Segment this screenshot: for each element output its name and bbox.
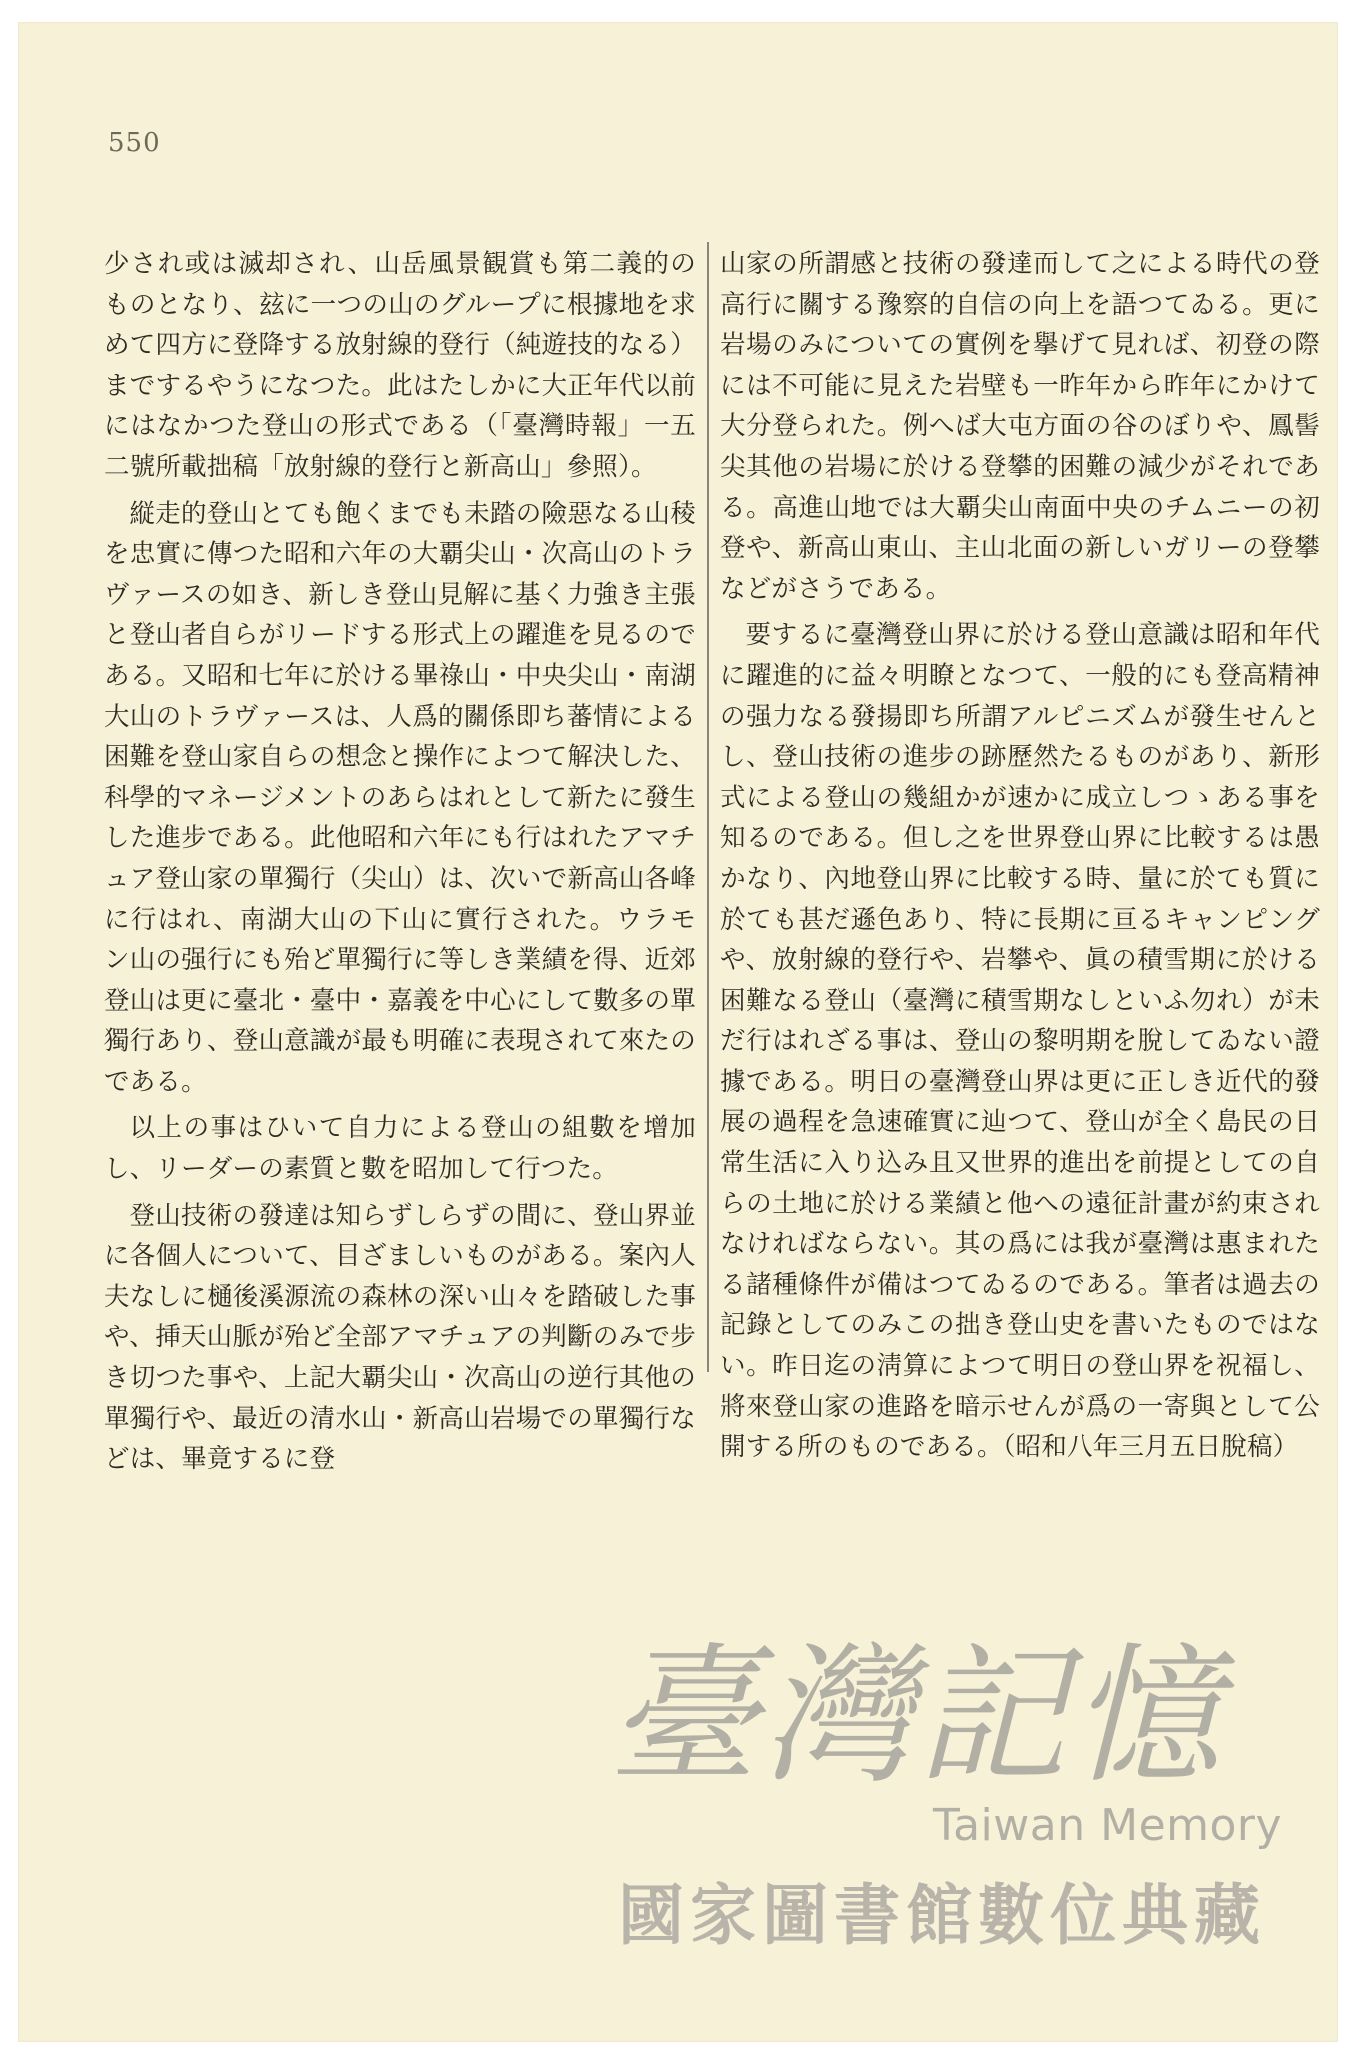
right-text-column	[720, 244, 1320, 1474]
left-paragraph-2: 縦走的登山とても飽くまでも未踏の險惡なる山稜を忠實に傳つた昭和六年の大覇尖山・次高山のトラヴァースの如き、新しき登山見解に基く力強き主張と登山者自らがリードする形式上の躍進を見るのである。又昭和七年に於ける畢祿山・中央尖山・南湖大山のトラヴァースは、人爲的關係即ち蕃情による困難を登山家自らの想念と操作によつて解決した、科學的マネージメントのあらはれとして新たに發生した進步である。此他昭和六年にも行はれたアマチュア登山家の單獨行（尖山）は、次いで新高山各峰に行はれ、南湖大山の下山に實行された。ウラモン山の强行にも殆ど單獨行に等しき業績を得、近郊登山は更に臺北・臺中・嘉義を中心にして數多の單獨行あり、登山意識が最も明確に表現されて來たのである。	[104, 498, 696, 1097]
watermark-calligraphy: 臺灣記憶	[608, 1630, 1225, 1804]
left-paragraph-3: 以上の事はひいて自力による登山の組數を增加し、リーダーの素質と數を昭加して行つた。	[104, 1113, 696, 1185]
watermark-chinese: 國家圖書館數位典藏	[618, 1877, 1266, 1954]
scanned-page	[18, 22, 1338, 2042]
left-paragraph-4: 登山技術の發達は知らずしらずの間に、登山界並に各個人について、目ざましいものがある。案內人夫なしに樋後溪源流の森林の深い山々を踏破した事や、挿天山脈が殆ど全部アマチュアの判斷のみで步き切つた事や、上記大覇尖山・次高山の逆行其他の單獨行や、最近の清水山・新高山岩場での單獨行などは、畢竟するに登	[104, 1200, 696, 1475]
right-paragraph-2: 要するに臺灣登山界に於ける登山意識は昭和年代に躍進的に益々明瞭となつて、一般的にも登高精神の强力なる發揚即ち所謂アルピニズムが發生せんとし、登山技術の進步の跡歷然たるものがあり、新形式による登山の幾組かが速かに成立しつゝある事を知るのである。但し之を世界登山界に比較するは愚かなり、內地登山界に比較する時、量に於ても質に於ても甚だ遜色あり、特に長期に亘るキャンピングや、放射線的登行や、岩攀や、眞の積雪期に於ける困難なる登山（臺灣に積雪期なしといふ勿れ）が未だ行はれざる事は、登山の黎明期を脫してゐない證據である。明日の臺灣登山界は更に正しき近代的發展の過程を急速確實に辿つて、登山が全く島民の日常生活に入り込み且又世界的進出を前提としての自らの土地に於ける業績と他への遠征計畫が約束されなければならない。其の爲には我が臺灣は惠まれたる諸種條件が備はつてゐるのである。筆者は過去の記錄としてのみこの拙き登山史を書いたものではない。昨日迄の淸算によつて明日の登山界を祝福し、將來登山家の進路を暗示せんが爲の一寄與として公開する所のものである。（昭和八年三月五日脫稿）	[720, 620, 1320, 1463]
left-paragraph-1: 少され或は滅却され、山岳風景観賞も第二義的のものとなり、玆に一つの山のグループに根據地を求めて四方に登降する放射線的登行（純遊技的なる）までするやうになつた。此はたしかに大正年代以前にはなかつた登山の形式である（「臺灣時報」一五二號所載拙稿「放射線的登行と新高山」參照）。	[104, 249, 696, 482]
page-number: 550	[108, 128, 161, 158]
watermark-english: Taiwan Memory	[933, 1800, 1283, 1851]
column-divider	[707, 242, 709, 1372]
right-paragraph-1: 山家の所謂感と技術の發達而して之による時代の登高行に關する豫察的自信の向上を語つてゐる。更に岩場のみについての實例を擧げて見れば、初登の際には不可能に見えた岩壁も一昨年から昨年にかけて大分登られた。例へば大屯方面の谷のぼりや、鳳髻尖其他の岩場に於ける登攀的困難の減少がそれである。高進山地では大覇尖山南面中央のチムニーの初登や、新高山東山、主山北面の新しいガリーの登攀などがさうである。	[720, 249, 1320, 604]
watermark	[598, 1632, 1318, 1992]
left-text-column	[104, 244, 696, 1486]
